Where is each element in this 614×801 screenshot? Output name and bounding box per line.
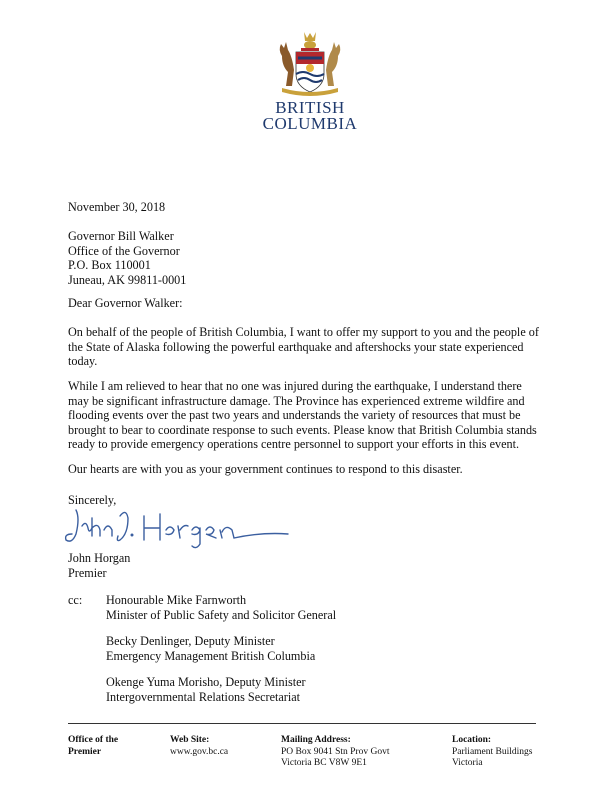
signer-name: John Horgan (68, 551, 131, 565)
footer-location-line-1: Parliament Buildings (452, 746, 533, 757)
footer-mailing-line-2: Victoria BC V8W 9E1 (281, 758, 367, 768)
footer-mailing-line-1: PO Box 9041 Stn Prov Govt (281, 746, 390, 757)
paragraph-line: the State of Alaska following the powerful earthquake and aftershocks your state experienced (68, 339, 524, 354)
letterhead-line-2: COLUMBIA (262, 114, 358, 133)
cc-recipient-name: Honourable Mike Farnworth (106, 593, 247, 607)
footer-location-heading: Location: (452, 735, 492, 745)
paragraph-line: While I am relieved to hear that no one was injured during the earthquake, I understand there (68, 379, 522, 393)
signer-title: Premier (68, 565, 107, 580)
cc-recipient-name: Okenge Yuma Morisho, Deputy Minister (106, 675, 306, 689)
signer-block (68, 551, 130, 580)
footer-mailing-address (281, 735, 389, 770)
footer-office-line-2: Premier (68, 746, 102, 757)
cc-recipient-role: Minister of Public Safety and Solicitor General (106, 607, 337, 622)
footer-website (170, 735, 228, 758)
letterhead-wordmark (250, 100, 370, 132)
footer-website-heading: Web Site: (170, 735, 210, 745)
recipient-address (68, 229, 186, 287)
recipient-line: P.O. Box 110001 (68, 258, 151, 273)
paragraph-2 (68, 379, 548, 452)
cc-recipient-name: Becky Denlinger, Deputy Minister (106, 634, 275, 648)
footer-mailing-heading: Mailing Address: (281, 735, 351, 745)
salutation: Dear Governor Walker: (68, 296, 183, 310)
recipient-line: Office of the Governor (68, 243, 180, 258)
cc-recipient (106, 593, 336, 622)
paragraph-line: may be significant infrastructure damage. The Province has experienced extreme wildfire and (68, 393, 525, 408)
recipient-line: Governor Bill Walker (68, 229, 174, 243)
footer-location-line-2: Victoria (452, 758, 483, 768)
footer-website-link[interactable]: www.gov.bc.ca (170, 746, 229, 757)
paragraph-3 (68, 462, 548, 477)
cc-recipient-role: Intergovernmental Relations Secretariat (106, 689, 301, 704)
cc-recipient-role: Emergency Management British Columbia (106, 648, 316, 663)
cc-label: cc: (68, 593, 83, 607)
paragraph-line: brought to bear to coordinate response to such events. Please know that British Columbia stands (68, 422, 537, 437)
paragraph-line: On behalf of the people of British Columbia, I want to offer my support to you and the people of (68, 325, 539, 339)
recipient-line: Juneau, AK 99811-0001 (68, 272, 187, 287)
paragraph-line: flooding events over the past two years and understands the variety of resources that must be (68, 408, 521, 423)
closing: Sincerely, (68, 493, 117, 507)
paragraph-1 (68, 325, 548, 369)
letterhead-line-1: BRITISH (275, 98, 345, 117)
handwritten-signature (62, 504, 292, 550)
footer-office-line-1: Office of the (68, 735, 119, 745)
cc-recipient (106, 634, 315, 663)
footer-divider (68, 723, 536, 724)
paragraph-line: today. (68, 354, 98, 369)
letter-date: November 30, 2018 (68, 200, 166, 214)
bc-coat-of-arms-icon (268, 30, 352, 98)
footer-location (452, 735, 532, 770)
paragraph-line: ready to provide emergency operations centre personnel to support your efforts in this event. (68, 437, 520, 452)
footer-office (68, 735, 118, 758)
cc-recipient (106, 675, 306, 704)
paragraph-line: Our hearts are with you as your government continues to respond to this disaster. (68, 462, 463, 476)
